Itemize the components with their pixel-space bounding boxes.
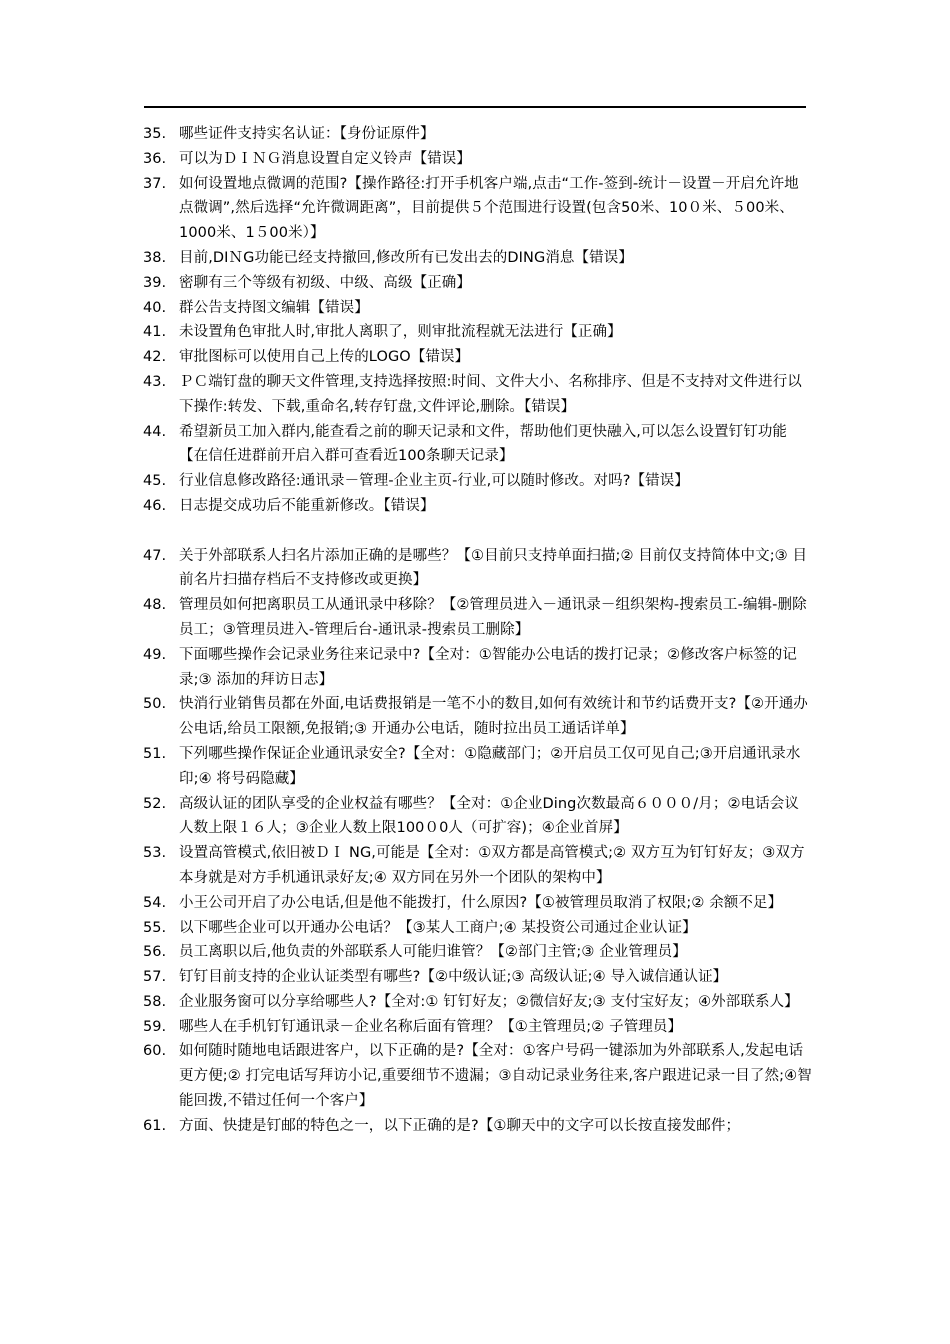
item-text: 日志提交成功后不能重新修改。【错误】 [179, 497, 435, 514]
list-item [143, 593, 813, 643]
item-number: 39. [143, 274, 167, 291]
item-text: 小王公司开启了办公电话,但是他不能拨打，什么原因?【①被管理员取消了权限;② 余额不足】 [179, 894, 783, 911]
list-item [143, 320, 813, 345]
list-item [143, 692, 813, 742]
item-text: 行业信息修改路径:通讯录－管理-企业主页-行业,可以随时修改。对吗?【错误】 [179, 473, 689, 490]
list-item [143, 544, 813, 594]
item-text: 快消行业销售员都在外面,电话费报销是一笔不小的数目,如何有效统计和节约话费开支?【②开通办公电话,给员工限额,免报销;③ 开通办公电话，随时拉出员工通话详单】 [179, 696, 808, 738]
item-text: 关于外部联系人扫名片添加正确的是哪些？【①目前只支持单面扫描;② 目前仅支持简体中文;③ 目前名片扫描存档后不支持修改或更换】 [179, 547, 808, 589]
item-text: 企业服务窗可以分享给哪些人?【全对:① 钉钉好友；②微信好友;③ 支付宝好友；④外部联系人】 [179, 993, 799, 1010]
list-item [143, 1039, 813, 1113]
item-number: 53. [143, 845, 167, 862]
item-number: 41. [143, 324, 167, 341]
item-number: 56. [143, 944, 167, 961]
item-text: 希望新员工加入群内,能查看之前的聊天记录和文件，帮助他们更快融入,可以怎么设置钉钉功能【在信任进群前开启入群可查看近100条聊天记录】 [179, 423, 788, 465]
list-item [143, 742, 813, 792]
list-item [143, 172, 813, 246]
section-gap [143, 519, 813, 544]
list-item [143, 122, 813, 147]
item-text: 可以为ＤＩＮＧ消息设置自定义铃声【错误】 [179, 150, 471, 167]
item-number: 47. [143, 547, 167, 564]
list-item [143, 891, 813, 916]
item-number: 46. [143, 497, 167, 514]
item-number: 43. [143, 373, 167, 390]
item-number: 45. [143, 473, 167, 490]
header-rule [144, 106, 806, 108]
item-text: 目前,DIＮG功能已经支持撤回,修改所有已发出去的DING消息【错误】 [179, 249, 633, 266]
list-item [143, 296, 813, 321]
item-number: 37. [143, 175, 167, 192]
item-number: 44. [143, 423, 167, 440]
list-item [143, 841, 813, 891]
item-text: 方面、快捷是钉邮的特色之一，以下正确的是?【①聊天中的文字可以长按直接发邮件； [179, 1117, 741, 1134]
item-text: 审批图标可以使用自己上传的LOGO【错误】 [179, 349, 470, 366]
item-number: 57. [143, 969, 167, 986]
list-item [143, 643, 813, 693]
item-text: 员工离职以后,他负责的外部联系人可能归谁管？【②部门主管;③ 企业管理员】 [179, 944, 687, 961]
list-item [143, 420, 813, 470]
list-item [143, 965, 813, 990]
list-item [143, 940, 813, 965]
item-text: 哪些人在手机钉钉通讯录－企业名称后面有管理？【①主管理员;② 子管理员】 [179, 1018, 683, 1035]
list-item [143, 1114, 813, 1139]
item-number: 36. [143, 150, 167, 167]
item-number: 40. [143, 299, 167, 316]
list-item [143, 916, 813, 941]
item-number: 49. [143, 646, 167, 663]
list-item [143, 1015, 813, 1040]
item-number: 60. [143, 1043, 167, 1060]
item-text: 密聊有三个等级有初级、中级、高级【正确】 [179, 274, 471, 291]
list-item [143, 990, 813, 1015]
item-text: 钉钉目前支持的企业认证类型有哪些?【②中级认证;③ 高级认证;④ 导入诚信通认证】 [179, 969, 728, 986]
item-number: 54. [143, 894, 167, 911]
item-number: 38. [143, 249, 167, 266]
item-text: 设置高管模式,依旧被ＤＩ NG,可能是【全对：①双方都是高管模式;② 双方互为钉钉好友；③双方本身就是对方手机通讯录好友;④ 双方同在另外一个团队的架构中】 [179, 845, 805, 886]
item-text: 下面哪些操作会记录业务往来记录中?【全对：①智能办公电话的拨打记录；②修改客户标签的记录;③ 添加的拜访日志】 [179, 646, 797, 688]
item-number: 61. [143, 1117, 167, 1134]
item-text: 哪些证件支持实名认证：【身份证原件】 [179, 126, 435, 142]
item-text: 群公告支持图文编辑【错误】 [179, 299, 369, 316]
item-number: 51. [143, 745, 167, 762]
item-number: 48. [143, 597, 167, 614]
item-text: 以下哪些企业可以开通办公电话？【③某人工商户;④ 某投资公司通过企业认证】 [179, 919, 697, 936]
list-item [143, 345, 813, 370]
item-number: 50. [143, 696, 167, 713]
item-number: 59. [143, 1018, 167, 1035]
item-text: 如何随时随地电话跟进客户，以下正确的是?【全对：①客户号码一键添加为外部联系人,发起电话更方便;② 打完电话写拜访小记,重要细节不遗漏；③自动记录业务往来,客户跟进记录一目了然;④智能回拨,不错过任何一个客户】 [179, 1043, 812, 1110]
list-item [143, 246, 813, 271]
item-text: 高级认证的团队享受的企业权益有哪些？【全对：①企业Ding次数最高６０００/月；②电话会议人数上限１６人；③企业人数上限100０0人（可扩容)；④企业首屏】 [179, 795, 799, 837]
item-text: 管理员如何把离职员工从通讯录中移除？【②管理员进入－通讯录－组织架构-搜索员工-编辑-删除员工；③管理员进入-管理后台-通讯录-搜索员工删除】 [179, 597, 807, 638]
item-number: 55. [143, 919, 167, 936]
item-number: 42. [143, 349, 167, 366]
item-number: 35. [143, 126, 167, 142]
list-item [143, 147, 813, 172]
list-item [143, 370, 813, 420]
list-item [143, 494, 813, 519]
question-list [143, 122, 813, 1139]
list-item [143, 792, 813, 842]
item-text: ＰＣ端钉盘的聊天文件管理,支持选择按照:时间、文件大小、名称排序、但是不支持对文件进行以下操作:转发、下载,重命名,转存钉盘,文件评论,删除。【错误】 [179, 373, 802, 415]
item-number: 58. [143, 993, 167, 1010]
item-text: 如何设置地点微调的范围?【操作路径:打开手机客户端,点击“工作-签到-统计－设置－开启允许地点微调”,然后选择“允许微调距离”，目前提供５个范围进行设置(包含50米、10０米、５00米、1000米、1５00米）】 [179, 175, 799, 242]
list-item [143, 271, 813, 296]
item-number: 52. [143, 795, 167, 812]
item-text: 未设置角色审批人时,审批人离职了，则审批流程就无法进行【正确】 [179, 324, 622, 341]
list-item [143, 469, 813, 494]
item-text: 下列哪些操作保证企业通讯录安全?【全对：①隐藏部门；②开启员工仅可见自己;③开启通讯录水印;④ 将号码隐藏】 [179, 745, 801, 787]
